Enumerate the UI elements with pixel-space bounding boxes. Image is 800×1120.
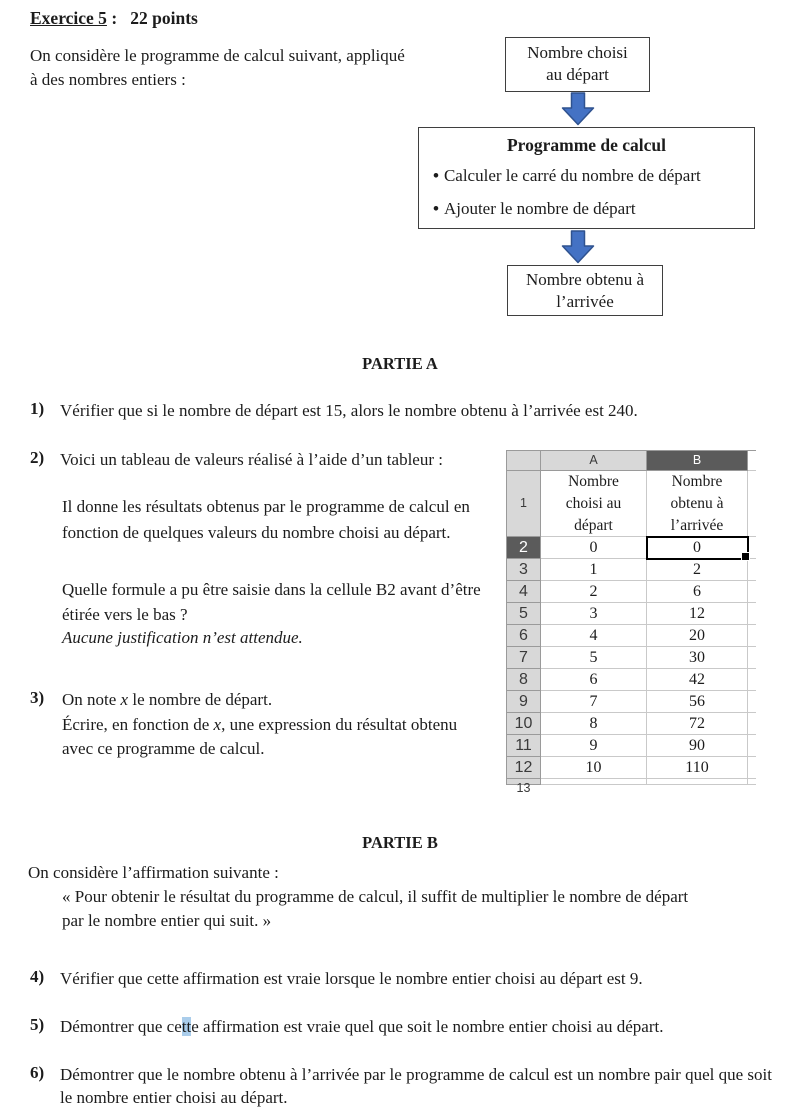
- question-3-line1: On note: [62, 690, 121, 709]
- sheet-cell: [748, 625, 756, 647]
- cell-a2: 0: [541, 537, 647, 559]
- sheet-cell: [748, 691, 756, 713]
- sheet-cell: [748, 779, 756, 785]
- sheet-cell: 7: [541, 691, 647, 713]
- flow-box-start-line2: au départ: [546, 65, 609, 84]
- flow-box-end-line1: Nombre obtenu à: [525, 270, 645, 289]
- question-2-number: 2): [30, 448, 45, 467]
- program-title: Programme de calcul: [506, 135, 667, 155]
- flow-box-start: [505, 37, 650, 92]
- sheet-cell: 30: [647, 647, 748, 669]
- sheet-cell: [748, 735, 756, 757]
- flow-box-start-line1: Nombre choisi: [527, 43, 628, 62]
- flow-box-end-line2: l’arrivée: [556, 292, 614, 311]
- down-arrow-icon: [561, 230, 595, 264]
- row-header: 11: [507, 735, 541, 757]
- question-2-paragraph-1: Il donne les résultats obtenus par le programme de calcul en fonction de quelques valeurs du nombre choisi au départ.: [62, 497, 470, 542]
- sheet-cell: 110: [647, 757, 748, 779]
- sheet-row: [507, 713, 756, 735]
- question-3-line1-end: le nombre de départ.: [128, 690, 273, 709]
- sheet-row: [507, 537, 756, 559]
- sheet-cell: 56: [647, 691, 748, 713]
- row-header: 7: [507, 647, 541, 669]
- sheet-cell: 12: [647, 603, 748, 625]
- sheet-cell: 6: [647, 581, 748, 603]
- program-step-1: • Calculer le carré du nombre de départ: [433, 164, 754, 188]
- sheet-cell: [748, 757, 756, 779]
- sheet-cell: 2: [541, 581, 647, 603]
- sheet-cell: [647, 779, 748, 785]
- row-header: 5: [507, 603, 541, 625]
- sheet-row: [507, 647, 756, 669]
- sheet-cell: 6: [541, 669, 647, 691]
- sheet-cell: [748, 647, 756, 669]
- row-header: 6: [507, 625, 541, 647]
- question-1-text: Vérifier que si le nombre de départ est 15, alors le nombre obtenu à l’arrivée est 240.: [60, 401, 638, 420]
- sheet-row: [507, 757, 756, 779]
- question-3-number: 3): [30, 688, 45, 707]
- question-5-text: [60, 1015, 790, 1039]
- sheet-row: [507, 625, 756, 647]
- variable-x: x: [213, 714, 222, 734]
- partie-b-heading: PARTIE B: [362, 833, 438, 852]
- sheet-cell: [748, 581, 756, 603]
- question-2-note: Aucune justification n’est attendue.: [62, 628, 303, 647]
- spreadsheet: [506, 450, 756, 795]
- points-label: : 22 points: [106, 8, 198, 28]
- question-4-number: 4): [30, 967, 45, 986]
- sheet-cell: [748, 713, 756, 735]
- sheet-cell: 10: [541, 757, 647, 779]
- program-step-2: • Ajouter le nombre de départ: [433, 197, 754, 221]
- column-header-a: A: [541, 451, 647, 471]
- sheet-row: [507, 669, 756, 691]
- sheet-cell: [748, 471, 756, 537]
- cell-b1: Nombre obtenu à l’arrivée: [647, 471, 748, 537]
- down-arrow-icon: [561, 92, 595, 126]
- question-4-text: Vérifier que cette affirmation est vraie lorsque le nombre entier choisi au départ est 9.: [60, 969, 643, 988]
- sheet-row: [507, 735, 756, 757]
- flow-box-end: [507, 265, 663, 316]
- question-5-number: 5): [30, 1015, 45, 1034]
- row-header: 4: [507, 581, 541, 603]
- sheet-cell: 2: [647, 559, 748, 581]
- sheet-cell: [748, 559, 756, 581]
- column-header-stub: [748, 451, 756, 471]
- question-3-line2-end: , une expression du résultat obtenu avec ce programme de calcul.: [62, 714, 458, 758]
- page-title: [30, 8, 198, 29]
- exercise-number: Exercice 5: [30, 8, 107, 28]
- row-header: 3: [507, 559, 541, 581]
- sheet-row: [507, 559, 756, 581]
- question-5-text-pre: Démontrer que ce: [60, 1017, 182, 1036]
- row-header: 10: [507, 713, 541, 735]
- question-6-number: 6): [30, 1063, 45, 1082]
- column-header-b: B: [647, 451, 748, 471]
- selected-cell-b2: 0: [647, 537, 748, 559]
- sheet-cell: [748, 669, 756, 691]
- question-1-number: 1): [30, 399, 45, 418]
- sheet-cell: 5: [541, 647, 647, 669]
- sheet-corner-cell: [507, 451, 541, 471]
- sheet-cell: 4: [541, 625, 647, 647]
- sheet-column-header-row: [507, 451, 756, 471]
- selection-highlight: tt: [181, 1017, 192, 1036]
- sheet-cell: 1: [541, 559, 647, 581]
- sheet-cell: 9: [541, 735, 647, 757]
- row-header: 13: [507, 779, 541, 785]
- row-header-selected: 2: [507, 537, 541, 559]
- row-header: 8: [507, 669, 541, 691]
- question-5-text-post: e affirmation est vraie quel que soit le nombre entier choisi au départ.: [191, 1017, 664, 1036]
- affirmation-quote-line1: « Pour obtenir le résultat du programme de calcul, il suffit de multiplier le nombre de départ: [62, 887, 689, 906]
- program-steps: [433, 164, 754, 221]
- row-header: 9: [507, 691, 541, 713]
- sheet-cell: 42: [647, 669, 748, 691]
- sheet-cell: 8: [541, 713, 647, 735]
- question-3-text: [62, 688, 487, 762]
- question-6-text: Démontrer que le nombre obtenu à l’arrivée par le programme de calcul est un nombre pair quel que soit le nombre entier choisi au départ.: [60, 1065, 772, 1107]
- sheet-cell: [748, 603, 756, 625]
- partie-b-intro: On considère l’affirmation suivante :: [28, 863, 279, 882]
- affirmation-quote-line2: par le nombre entier qui suit. »: [62, 911, 272, 930]
- sheet-row: [507, 471, 756, 537]
- sheet-cell: 90: [647, 735, 748, 757]
- intro-paragraph: On considère le programme de calcul suivant, appliqué à des nombres entiers :: [30, 46, 405, 89]
- question-2-paragraph-2: Quelle formule a pu être saisie dans la cellule B2 avant d’être étirée vers le bas ?: [62, 580, 481, 624]
- question-2-lead: Voici un tableau de valeurs réalisé à l’aide d’un tableur :: [60, 450, 443, 469]
- cell-a1: Nombre choisi au départ: [541, 471, 647, 537]
- sheet-row: [507, 691, 756, 713]
- question-3-line2: Écrire, en fonction de: [62, 714, 214, 734]
- sheet-cell: 3: [541, 603, 647, 625]
- partie-a-heading: PARTIE A: [362, 354, 438, 373]
- sheet-row: [507, 603, 756, 625]
- sheet-cell: 72: [647, 713, 748, 735]
- row-header: 12: [507, 757, 541, 779]
- sheet-row: [507, 581, 756, 603]
- sheet-row-partial: [507, 779, 756, 795]
- sheet-cell: 20: [647, 625, 748, 647]
- flow-box-program: [418, 127, 755, 229]
- variable-x: x: [120, 690, 129, 709]
- row-header: 1: [507, 471, 541, 537]
- sheet-cell: [541, 779, 647, 785]
